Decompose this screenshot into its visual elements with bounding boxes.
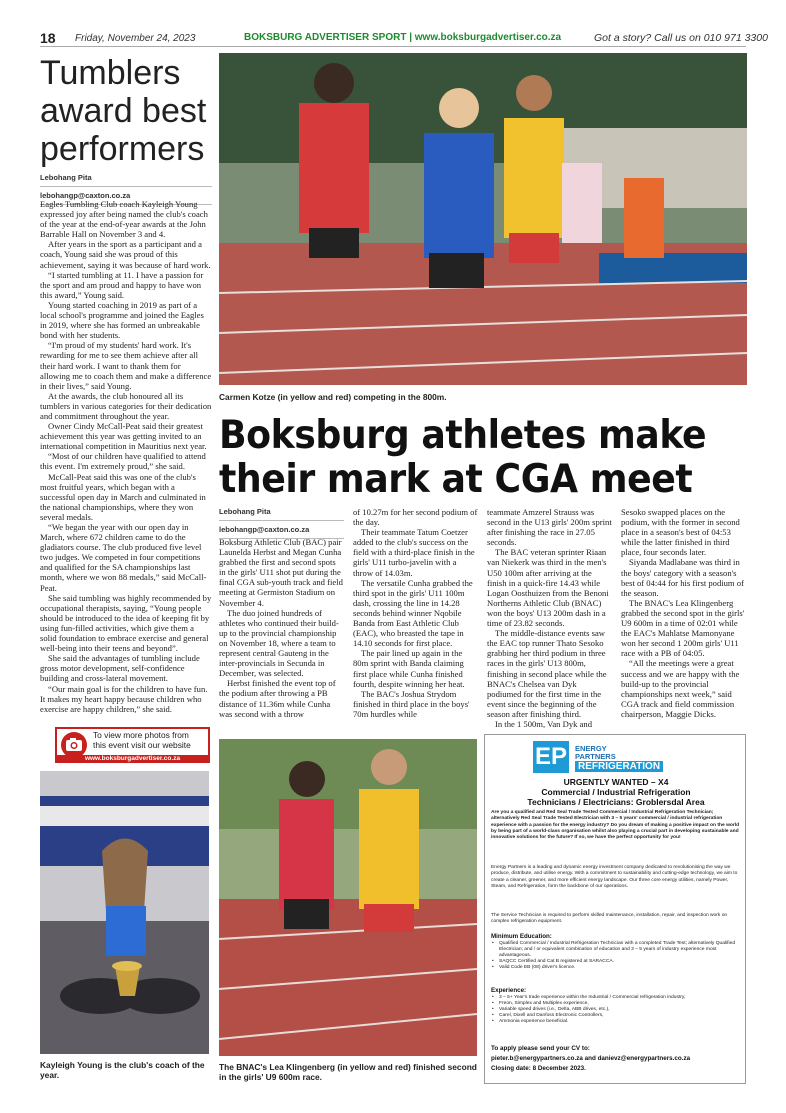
kayleigh-photo-caption: Kayleigh Young is the club's coach of the year. (40, 1060, 205, 1080)
ad-role: The Service Technician is required to perform skilled maintenance, installation, repair, and inspection work on complex refrigeration equipment. (491, 913, 728, 925)
issue-date: Friday, November 24, 2023 (75, 33, 196, 44)
bottom-photo-caption: The BNAC's Lea Klingenberg (in yellow and red) finished second in the girls' U9 600m race. (219, 1062, 477, 1082)
body-paragraph: Herbst finished the event top of the podium after throwing a PB distance of 11.36m while Cunha was second with a throw (219, 678, 336, 719)
body-paragraph: The pair lined up again in the 80m sprint with Banda claiming first place while Cunha finished fourth, despite winning her heat. (353, 648, 465, 689)
education-heading: Minimum Education: (491, 933, 552, 940)
list-item: • Variable speed drives (i.e., Delta, ABB drives, etc.), (491, 1007, 741, 1013)
body-paragraph: The BAC veteran sprinter Riaan van Niekerk was third in the men's U50 100m after arriving at the finish in a quick-fire 14.43 while Logan Oosthuizen from the Benoni Northerns Athletic Club (BNAC) won the boys' U13 200m dash in a time of 23.82 seconds. (487, 547, 609, 629)
promo-line: this event visit our website (93, 739, 191, 750)
byline-email[interactable]: lebohangp@caxton.co.za (40, 191, 131, 200)
education-list (491, 941, 741, 971)
promo-line: To view more photos from (93, 730, 189, 740)
carmen-kotze-race-photo (219, 53, 747, 385)
body-paragraph: The middle-distance events saw the EAC top runner Thato Sesoko grabbing her third podium in three races in the girls' U13 800m, finishing in second place while the BNAC's Chelsea van Dyk podiumed for the first time in the event since the beginning of the season after finishing third. (487, 628, 607, 719)
page-number: 18 (40, 30, 56, 46)
body-paragraph: “We began the year with our open day in March, where 672 children came to do the gladiators course. The club produced five level two judges. We competed in four competitions and qualified for the SA championships last month, where we won 88 medals,” said McCall-Peat. (40, 522, 207, 593)
body-paragraph: of 10.27m for her second podium of the day. (353, 507, 478, 528)
athletes-headline: Boksburg athletes make their mark at CGA meet (219, 413, 707, 502)
experience-list (491, 995, 741, 1025)
athletes-column-2 (353, 507, 478, 719)
byline-email[interactable]: lebohangp@caxton.co.za (219, 525, 310, 534)
athletes-column-3 (487, 507, 612, 729)
body-paragraph: Boksburg Athletic Club (BAC) pair Launelda Herbst and Megan Cunha grabbed the first and second spots in the girls' U11 shot put during the final CGA sub-youth track and field meeting at Germiston Stadium on November 4. (219, 537, 343, 608)
body-paragraph: “I'm proud of my students' hard work. It's rewarding for me to see them achieve after all their hard work. I want to thank them for allowing me to coach them and make a difference in their lives,” said Young. (40, 340, 212, 391)
list-item: • Ammonia experience beneficial. (491, 1019, 741, 1025)
byline-author: Lebohang Pita (40, 173, 92, 182)
body-paragraph: teammate Amzerel Strauss was second in the U13 girls' 200m sprint after finishing the race in 27.05 seconds. (487, 507, 612, 548)
header-rule (40, 46, 746, 47)
body-paragraph: The versatile Cunha grabbed the third spot in the girls' U11 100m dash, crossing the line in 14.28 seconds behind winner Nqobile Banda from East Athletic Club (EAC), who breasted the tape in 14.10 seconds for first place. (353, 577, 473, 649)
ad-about: Energy Partners is a leading and dynamic energy investment company dedicated to revolutionising the way we produce, distribute, and utilise energy. With a commitment to sustainability and cutting-edge technology, we aim to create a cleaner, greener, and more efficient energy landscape. Our three core energy utilities, namely Power, Steam, and Refrigeration, form the backbone of our operations. (491, 865, 738, 889)
body-paragraph: In the 1 500m, Van Dyk and (495, 718, 592, 729)
body-paragraph: Their teammate Tatum Coetzer added to the club's success on the field with a third-place finish in the girls' U11 turbo-javelin with a throw of 14.03m. (353, 527, 475, 578)
tumblers-body (40, 199, 212, 714)
promo-text (93, 731, 191, 750)
athletes-column-4 (621, 507, 746, 719)
logo-wordmark (575, 745, 616, 761)
body-paragraph: “Most of our children have qualified to attend this event. I'm extremely proud,” she said. (40, 451, 206, 472)
top-photo-caption: Carmen Kotze (in yellow and red) competing in the 800m. (219, 392, 447, 402)
athletes-column-1 (219, 537, 344, 719)
byline-author: Lebohang Pita (219, 507, 271, 516)
more-photos-promo[interactable] (55, 727, 210, 763)
apply-emails[interactable]: pieter.b@energypartners.co.za and danievz@energypartners.co.za (491, 1055, 691, 1062)
promo-url[interactable]: www.boksburgadvertiser.co.za (57, 755, 208, 763)
body-paragraph: Owner Cindy McCall-Peat said their greatest achievement this year was getting invited to an international competition in Mauritius next year. (40, 421, 207, 452)
body-paragraph: Young started coaching in 2019 as part of a local school's programme and joined the Eagles in 2019, where she has formed an unbreakable bond with her students. (40, 299, 204, 341)
apply-instructions: To apply please send your CV to: (491, 1045, 590, 1052)
body-paragraph: The BAC's Joshua Strydom finished in third place in the boys' 70m hurdles while (353, 688, 470, 719)
list-item: • SAQCC Certified and Cat B registered at SARACCA. (491, 959, 741, 965)
ad-intro: Are you a qualified and Red Seal Trade Tested Commercial / Industrial Refrigeration Technician; alternatively Red Seal Trade Tested Electrician with 3 – 5 years' commercial / industrial refrigeration experience with a passion for the energy industry? Do you dream of making a positive impact on the world by being part of a world-class organisation whilst also playing a crucial part in developing sustainable and innovative solutions for the future? If so, we have the perfect opportunity for you! (491, 810, 740, 841)
byline-divider (219, 520, 344, 521)
list-item: • Freon, Simplex and Multiplex experience, (491, 1001, 741, 1007)
closing-date: Closing date: 8 December 2023. (491, 1065, 586, 1072)
energy-partners-ad (484, 734, 746, 1084)
ad-title: URGENTLY WANTED – X4 (563, 777, 669, 787)
list-item: • Carel, Dixell and Danfoss Electronic Controllers, (491, 1013, 741, 1019)
logo-line: ENERGY (575, 744, 607, 753)
body-paragraph: The duo joined hundreds of athletes who continued their build-up to the provincial championship on November 18, where a team to represent central Gauteng in the inter-provincials in Secunda in December, was selected. (219, 607, 339, 679)
body-paragraph: Siyanda Madlabane was third in the boys' category with a season's best of 04:44 for his first podium of the season. (621, 557, 744, 598)
body-paragraph: She said the advantages of tumbling include gross motor development, self-confidence building and cross-lateral movement. (40, 653, 200, 684)
body-paragraph: At the awards, the club honoured all its tumblers in various categories for their dedication and commitment throughout the year. (40, 390, 212, 421)
body-paragraph: “I started tumbling at 11. I have a passion for the sport and am proud and happy to have won this award,” Young said. (40, 269, 204, 300)
news-tip-line: Got a story? Call us on 010 971 3300 (594, 32, 768, 44)
logo-line: PARTNERS (575, 752, 616, 761)
body-paragraph: “All the meetings were a great success and we are happy with the build-up to the provincial championships next week,” said CGA track and field commission chairperson, Maggie Dicks. (621, 658, 740, 719)
experience-heading: Experience: (491, 987, 527, 994)
logo-refrigeration: REFRIGERATION (575, 761, 663, 772)
body-paragraph: McCall-Peat said this was one of the club's most fruitful years, which began with a successful open day in March and culminated in the national championships, where they won several medals. (40, 471, 206, 522)
list-item: • 3 – 5+ Year's trade experience within the Industrial / Commercial refrigeration industry, (491, 995, 741, 1001)
byline-divider (40, 186, 212, 187)
body-paragraph: Sesoko swapped places on the podium, with the former in second place in a season's best of 04:53 while the latter finished in third place, four seconds later. (621, 507, 740, 558)
ad-title: Commercial / Industrial Refrigeration (541, 787, 691, 797)
body-paragraph: “Our main goal is for the children to have fun. It makes my heart happy because children who exercise are happy children,” she said. (40, 683, 208, 714)
lea-klingenberg-race-photo (219, 739, 477, 1056)
energy-partners-logo: EP (533, 741, 569, 773)
kayleigh-young-photo (40, 771, 209, 1054)
list-item: • Valid Code EB (08) driver's licence. (491, 965, 741, 971)
body-paragraph: She said tumbling was highly recommended by occupational therapists, saying, “Young people should be introduced to the idea of keeping fit by using fun-filled activities, which give them a solid foundation to embrace exercise and general well-being into their teens and beyond”. (40, 592, 212, 654)
body-paragraph: The BNAC's Lea Klingenberg grabbed the second spot in the girls' U9 600m in a time of 02:01 while the EAC's Mahlatse Mamonyane won her second 1 200m girls' U11 race with a PB of 04:05. (621, 597, 745, 659)
ad-title: Technicians / Electricians: Groblersdal Area (527, 797, 705, 807)
section-masthead[interactable]: BOKSBURG ADVERTISER SPORT | www.boksburgadvertiser.co.za (244, 32, 562, 43)
body-paragraph: After years in the sport as a participant and a coach, Young said she was proud of this achievement, saying it was because of hard work. (40, 239, 211, 270)
tumblers-headline: Tumblers award best performers (40, 54, 207, 168)
body-paragraph: Eagles Tumbling Club coach Kayleigh Young expressed joy after being named the club's coach of the year at the end-of-year awards at the John Barrable Hall on November 3 and 4. (40, 199, 208, 240)
list-item: • Qualified Commercial / Industrial Refrigeration Technician with a completed Trade Test; alternatively Qualified Electrician; and / or equivalent combination of education and 3 – 5 years of industry experience most advantageous. (491, 941, 741, 959)
